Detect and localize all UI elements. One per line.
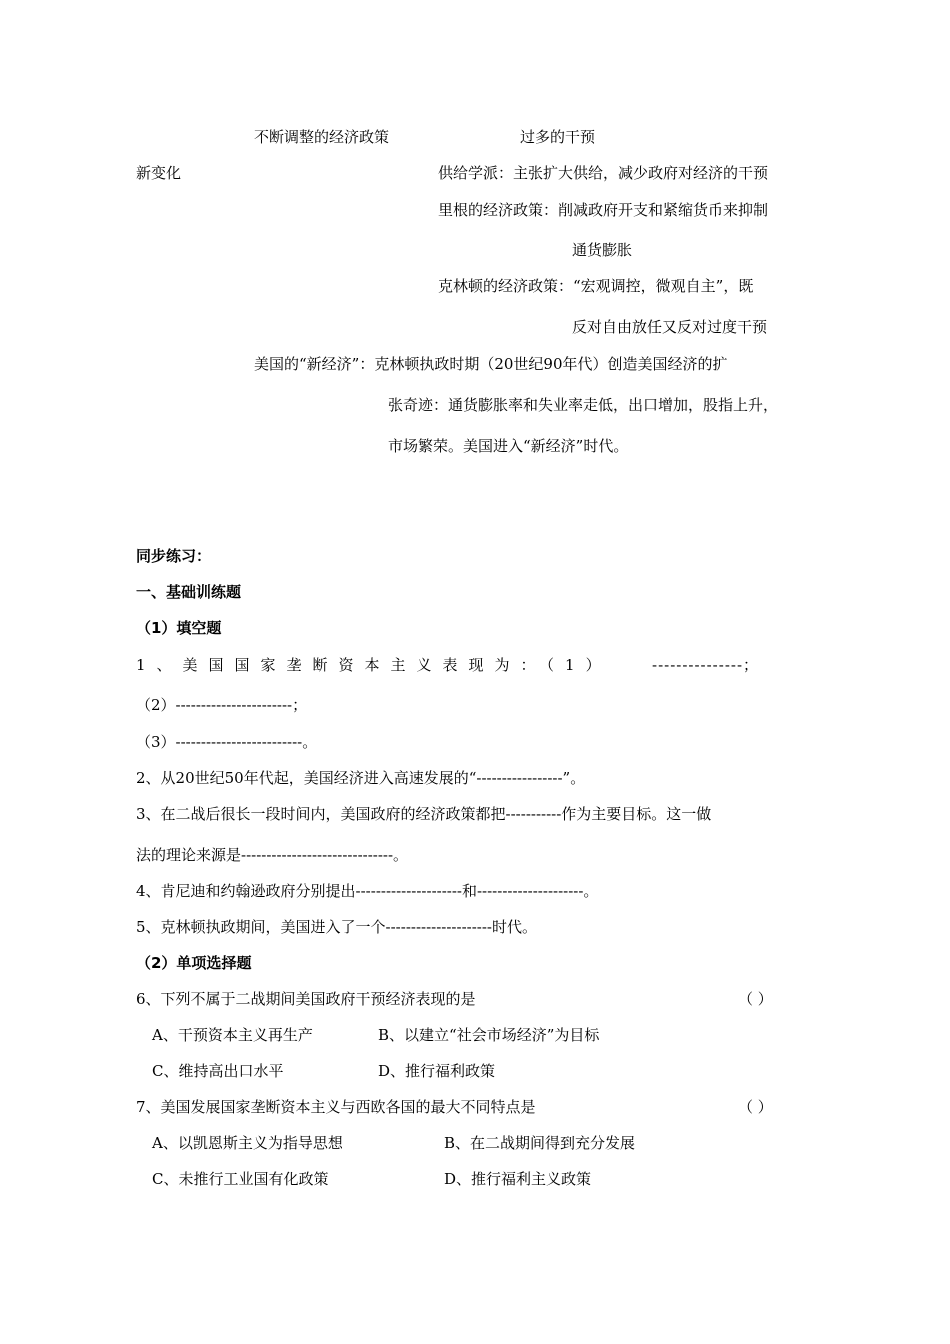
over-intervention-label: 过多的干预: [520, 128, 596, 146]
question-6: 6、下列不属于二战期间美国政府干预经济表现的是: [136, 990, 476, 1008]
question-1-line3: （3）-------------------------。: [136, 733, 318, 751]
exercise-heading: 同步练习：: [136, 547, 212, 565]
new-economy-line1: 美国的“新经济”：克林顿执政时期（20世纪90年代）创造美国经济的扩: [254, 355, 728, 373]
supply-side-text: 供给学派：主张扩大供给，减少政府对经济的干预: [438, 164, 769, 182]
reagan-policy-line1: 里根的经济政策：削减政府开支和紧缩货币来抑制: [438, 201, 769, 219]
question-5: 5、克林顿执政期间，美国进入了一个---------------------时代。: [136, 918, 537, 936]
part-single-choice: （2）单项选择题: [136, 954, 252, 972]
question-1-blank-1: ---------------；: [652, 656, 760, 674]
question-6-answer-paren: （ ）: [738, 990, 773, 1008]
question-6-option-b: B、以建立“社会市场经济”为目标: [378, 1026, 600, 1044]
question-7-option-b: B、在二战期间得到充分发展: [444, 1134, 636, 1152]
new-economy-line3: 市场繁荣。美国进入“新经济”时代。: [388, 437, 629, 455]
question-1-line1: 1、美国国家垄断资本主义表现为：（1）: [136, 656, 612, 674]
question-1-line2: （2）-----------------------；: [136, 696, 308, 714]
clinton-policy-line2: 反对自由放任又反对过度干预: [572, 318, 768, 336]
question-7-option-c: C、未推行工业国有化政策: [152, 1170, 329, 1188]
question-6-option-a: A、干预资本主义再生产: [152, 1026, 313, 1044]
new-economy-line2: 张奇迹：通货膨胀率和失业率走低，出口增加，股指上升，: [388, 396, 779, 414]
question-6-option-d: D、推行福利政策: [378, 1062, 496, 1080]
new-change-label: 新变化: [136, 164, 182, 182]
question-7-option-d: D、推行福利主义政策: [444, 1170, 592, 1188]
question-7: 7、美国发展国家垄断资本主义与西欧各国的最大不同特点是: [136, 1098, 536, 1116]
question-2: 2、从20世纪50年代起，美国经济进入高速发展的“-----------------”。: [136, 769, 586, 787]
question-7-option-a: A、以凯恩斯主义为指导思想: [152, 1134, 343, 1152]
part-fill-in-blank: （1）填空题: [136, 619, 222, 637]
question-3-line1: 3、在二战后很长一段时间内，美国政府的经济政策都把-----------作为主要目标。这一做: [136, 805, 712, 823]
clinton-policy-line1: 克林顿的经济政策：“宏观调控，微观自主”，既: [438, 277, 754, 295]
section-basic-training: 一、基础训练题: [136, 583, 242, 601]
question-6-option-c: C、维持高出口水平: [152, 1062, 284, 1080]
reagan-policy-line2: 通货膨胀: [572, 241, 633, 259]
question-7-answer-paren: （ ）: [738, 1098, 773, 1116]
adjust-policy-label: 不断调整的经济政策: [254, 128, 390, 146]
question-3-line2: 法的理论来源是------------------------------。: [136, 846, 409, 864]
question-4: 4、肯尼迪和约翰逊政府分别提出---------------------和---------------------。: [136, 882, 599, 900]
